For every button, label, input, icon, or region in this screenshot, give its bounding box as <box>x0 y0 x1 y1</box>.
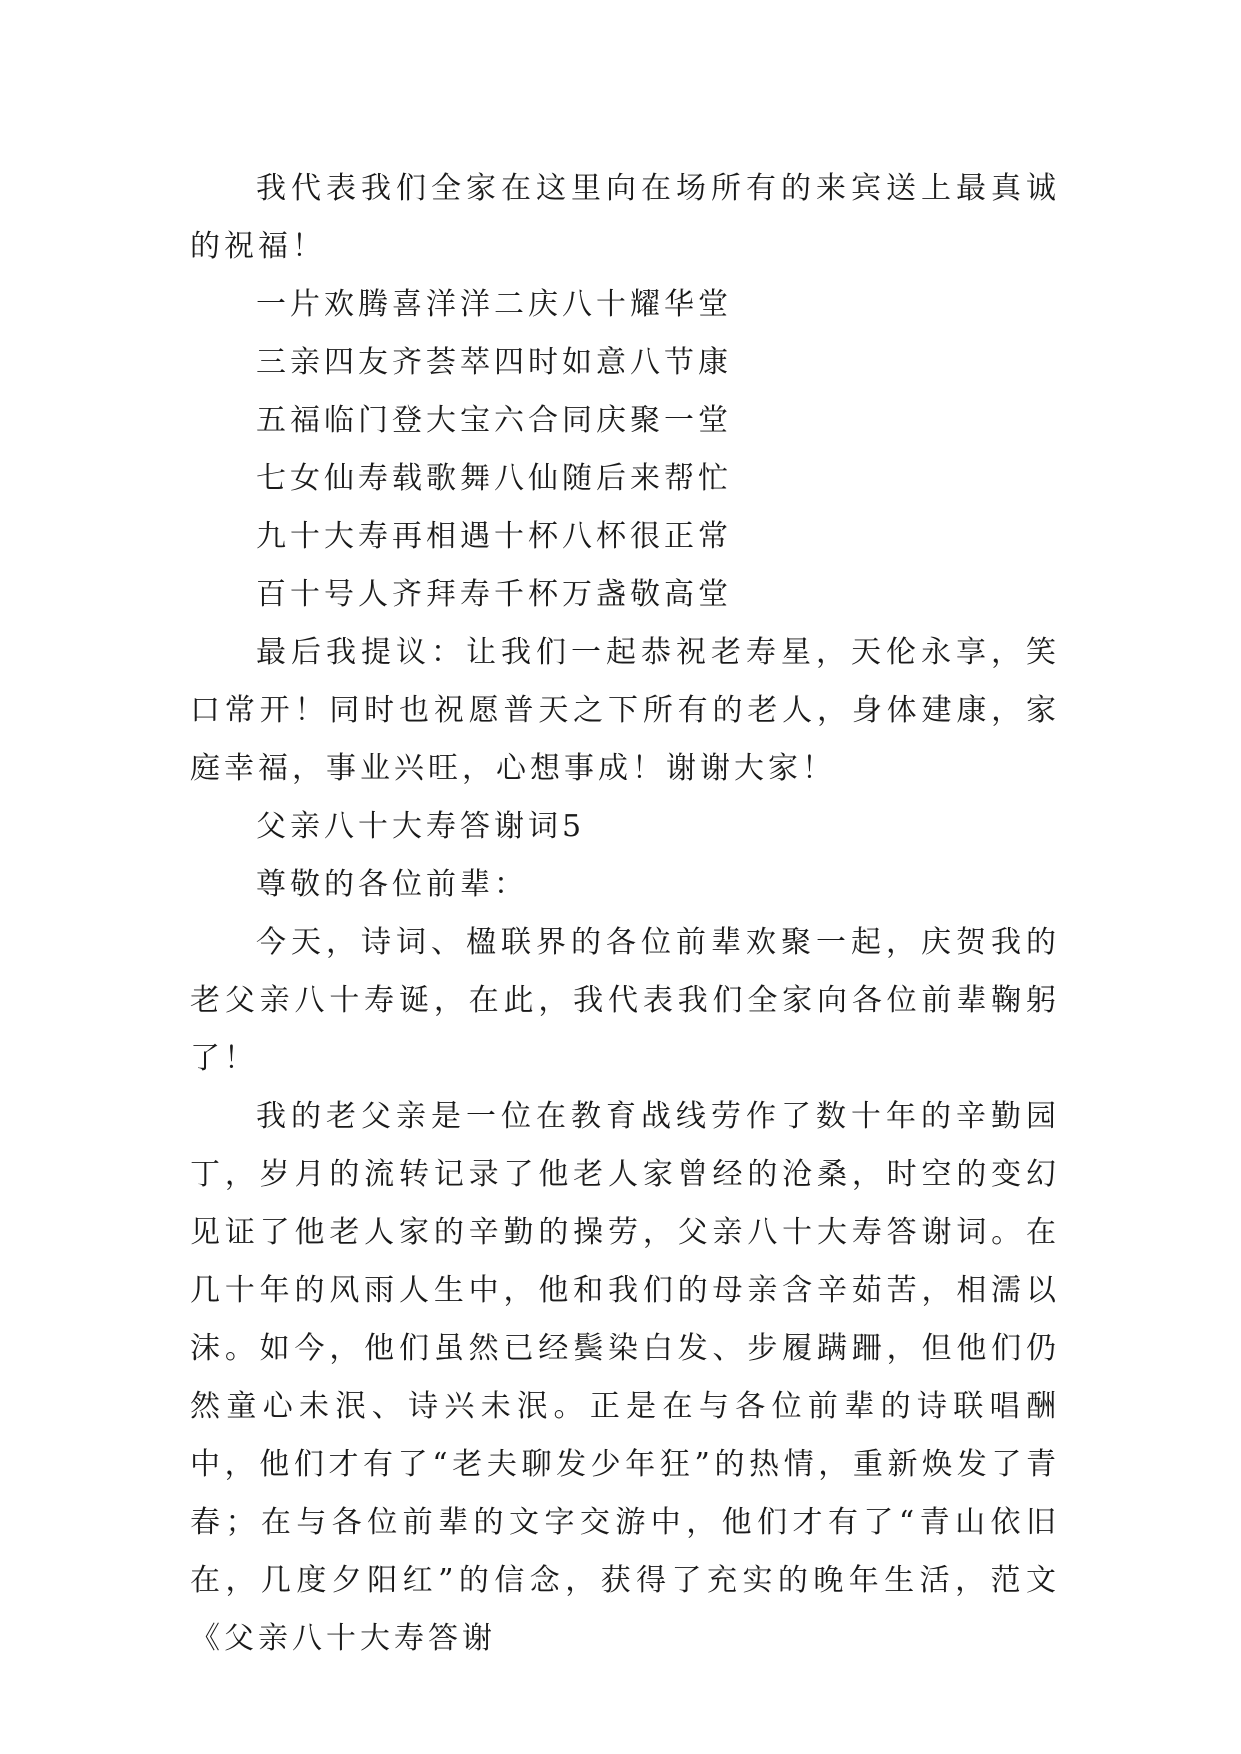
paragraph-closing-toast: 最后我提议：让我们一起恭祝老寿星，天伦永享，笑口常开！同时也祝愿普天之下所有的老人，身体建康，家庭幸福，事业兴旺，心想事成！谢谢大家！ <box>190 635 1060 786</box>
poem-line-2: 三亲四友齐荟萃四时如意八节康 <box>256 345 732 380</box>
poem-line-1: 一片欢腾喜洋洋二庆八十耀华堂 <box>256 287 732 322</box>
section-heading: 父亲八十大寿答谢词5 <box>256 809 586 844</box>
paragraph-father-story: 我的老父亲是一位在教育战线劳作了数十年的辛勤园丁，岁月的流转记录了他老人家曾经的沧桑，时空的变幻见证了他老人家的辛勤的操劳，父亲八十大寿答谢词。在几十年的风雨人生中，他和我们的母亲含辛茹苦，相濡以沫。如今，他们虽然已经鬓染白发、步履蹒跚，但他们仍然童心未泯、诗兴未泯。正是在与各位前辈的诗联唱酬中，他们才有了“老夫聊发少年狂”的热情，重新焕发了青春；在与各位前辈的文字交游中，他们才有了“青山依旧在，几度夕阳红”的信念，获得了充实的晚年生活，范文《父亲八十大寿答谢 <box>190 1099 1060 1656</box>
salutation: 尊敬的各位前辈： <box>256 867 528 902</box>
poem-line-4: 七女仙寿载歌舞八仙随后来帮忙 <box>256 461 732 496</box>
poem-line-5: 九十大寿再相遇十杯八杯很正常 <box>256 519 732 554</box>
paragraph-opening: 今天，诗词、楹联界的各位前辈欢聚一起，庆贺我的老父亲八十寿诞，在此，我代表我们全家向各位前辈鞠躬了！ <box>190 925 1060 1076</box>
document-body <box>190 160 1060 1668</box>
poem-line-3: 五福临门登大宝六合同庆聚一堂 <box>256 403 732 438</box>
paragraph-blessing: 我代表我们全家在这里向在场所有的来宾送上最真诚的祝福！ <box>190 171 1060 264</box>
poem-line-6: 百十号人齐拜寿千杯万盏敬高堂 <box>256 577 732 612</box>
